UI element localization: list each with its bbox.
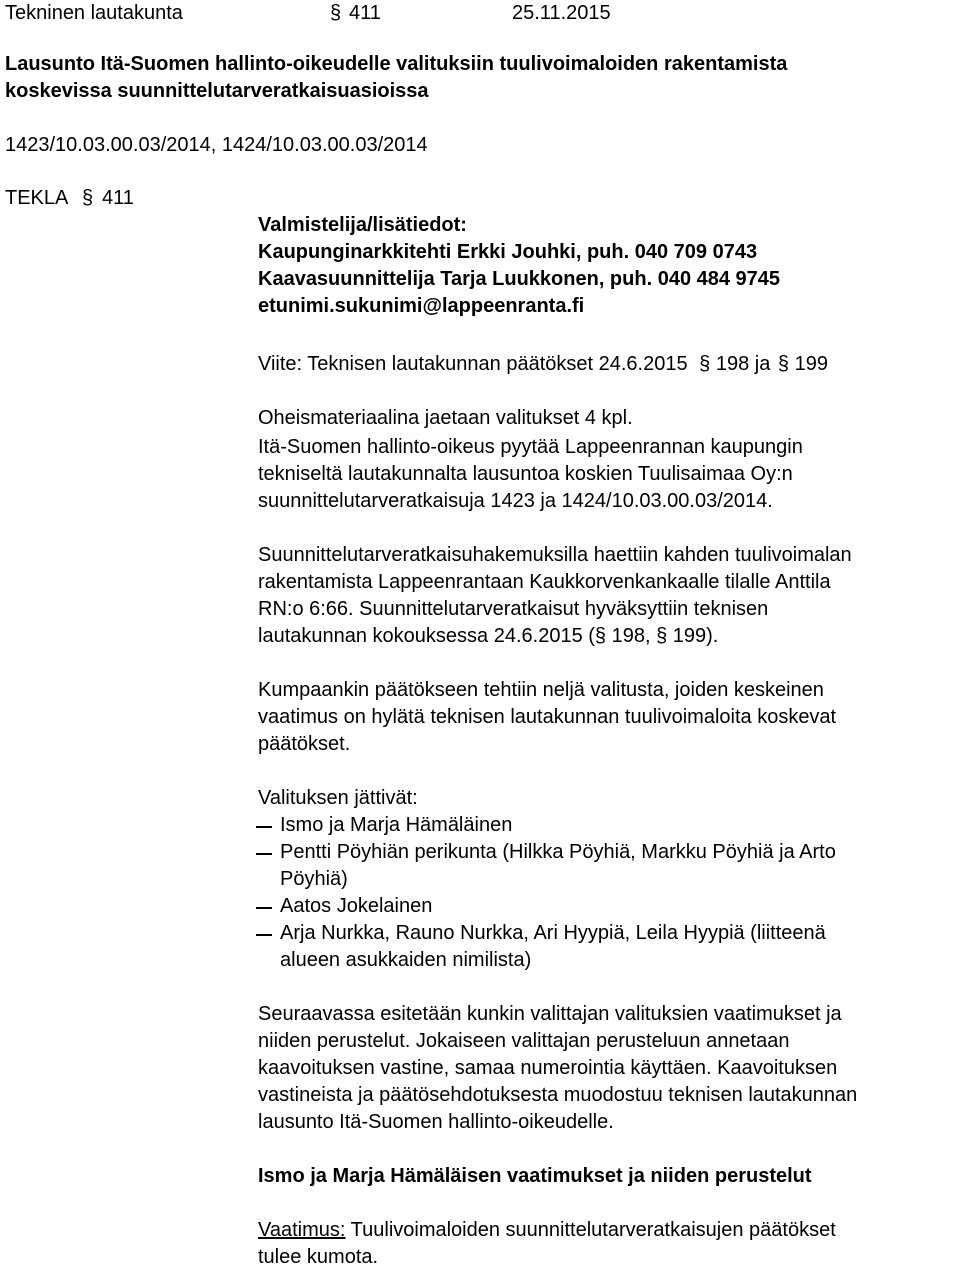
- appellant-item: Aatos Jokelainen: [280, 895, 433, 917]
- para2-section-symbol-icon-2: §: [656, 625, 668, 647]
- demand-label: Vaatimus:: [258, 1219, 346, 1241]
- contacts-heading: Valmistelija/lisätiedot:: [258, 214, 467, 236]
- appellants-heading: Valituksen jättivät:: [258, 787, 418, 809]
- demand-line-2: tulee kumota.: [258, 1246, 379, 1268]
- para2-line-1: Suunnittelutarveratkaisuhakemuksilla haettiin kahden tuulivoimalan: [258, 544, 852, 566]
- section-number: 411: [349, 2, 381, 24]
- para2-line-4-c: 199).: [672, 625, 719, 647]
- committee-name: Tekninen lautakunta: [5, 2, 183, 24]
- appellant-item: Arja Nurkka, Rauno Nurkka, Ari Hyypiä, Leila Hyypiä (liitteenä: [280, 922, 826, 944]
- dash-bullet-icon: [256, 907, 272, 909]
- dash-bullet-icon: [256, 853, 272, 855]
- reference-section-symbol-icon: §: [699, 353, 711, 375]
- para4-line-2: niiden perustelut. Jokaiseen valittajan perusteluun annetaan: [258, 1030, 790, 1052]
- para4-line-5: lausunto Itä-Suomen hallinto-oikeudelle.: [258, 1111, 614, 1133]
- para4-line-4: vastineista ja päätösehdotuksesta muodostuu teknisen lautakunnan: [258, 1084, 858, 1106]
- appellant-item-continued: Pöyhiä): [280, 868, 348, 890]
- attachments-note: Oheismateriaalina jaetaan valitukset 4 kpl.: [258, 407, 633, 429]
- para2-line-2: rakentamista Lappeenrantaan Kaukkorvenkankaalle tilalle Anttila: [258, 571, 831, 593]
- para1-line-1: Itä-Suomen hallinto-oikeus pyytää Lappeenrannan kaupungin: [258, 436, 803, 458]
- para3-line-1: Kumpaankin päätökseen tehtiin neljä valitusta, joiden keskeinen: [258, 679, 824, 701]
- reference-mid: 198 ja: [715, 353, 771, 375]
- meeting-date: 25.11.2015: [512, 2, 611, 24]
- dash-bullet-icon: [256, 826, 272, 828]
- document-title-line-2: koskevissa suunnittelutarveratkaisuasioissa: [5, 80, 429, 102]
- appellant-item: Ismo ja Marja Hämäläinen: [280, 814, 513, 836]
- case-label: TEKLA: [5, 187, 69, 209]
- demand-text: Tuulivoimaloiden suunnittelutarveratkaisujen päätökset: [345, 1219, 836, 1241]
- section-subheading: Ismo ja Marja Hämäläisen vaatimukset ja niiden perustelut: [258, 1165, 812, 1187]
- document-title-line-1: Lausunto Itä-Suomen hallinto-oikeudelle valituksiin tuulivoimaloiden rakentamista: [5, 53, 788, 75]
- appellant-item: Pentti Pöyhiän perikunta (Hilkka Pöyhiä, Markku Pöyhiä ja Arto: [280, 841, 836, 863]
- para2-section-symbol-icon: §: [594, 625, 607, 647]
- para2-line-4-a: lautakunnan kokouksessa 24.6.2015 (: [258, 625, 595, 647]
- reference-end: 199: [794, 353, 828, 375]
- section-symbol-icon: §: [330, 2, 342, 24]
- reference-section-symbol-icon-2: §: [777, 353, 790, 375]
- para4-line-1: Seuraavassa esitetään kunkin valittajan valituksien vaatimukset ja: [258, 1003, 842, 1025]
- diary-numbers: 1423/10.03.00.03/2014, 1424/10.03.00.03/2014: [5, 134, 428, 156]
- demand-line-1: [258, 1217, 836, 1244]
- para1-line-2: tekniseltä lautakunnalta lausuntoa koskien Tuulisaimaa Oy:n: [258, 463, 793, 485]
- para2-line-3: RN:o 6:66. Suunnittelutarveratkaisut hyväksyttiin teknisen: [258, 598, 769, 620]
- para3-line-3: päätökset.: [258, 733, 351, 755]
- reference-text: Viite: Teknisen lautakunnan päätökset 24.6.2015: [258, 353, 688, 375]
- appellant-item-continued: alueen asukkaiden nimilista): [280, 949, 532, 971]
- case-section-symbol-icon: §: [82, 187, 94, 209]
- para1-line-3: suunnittelutarveratkaisuja 1423 ja 1424/10.03.00.03/2014.: [258, 490, 773, 512]
- case-number: 411: [102, 187, 134, 209]
- dash-bullet-icon: [256, 934, 272, 936]
- reference-line: [258, 351, 828, 378]
- contact-line-1: Kaupunginarkkitehti Erkki Jouhki, puh. 040 709 0743: [258, 241, 758, 263]
- para3-line-2: vaatimus on hylätä teknisen lautakunnan tuulivoimaloita koskevat: [258, 706, 837, 728]
- contact-email: etunimi.sukunimi@lappeenranta.fi: [258, 295, 585, 317]
- para2-line-4-b: 198,: [611, 625, 651, 647]
- para2-line-4: [258, 623, 718, 650]
- contact-line-2: Kaavasuunnittelija Tarja Luukkonen, puh. 040 484 9745: [258, 268, 781, 290]
- para4-line-3: kaavoituksen vastine, samaa numerointia käyttäen. Kaavoituksen: [258, 1057, 838, 1079]
